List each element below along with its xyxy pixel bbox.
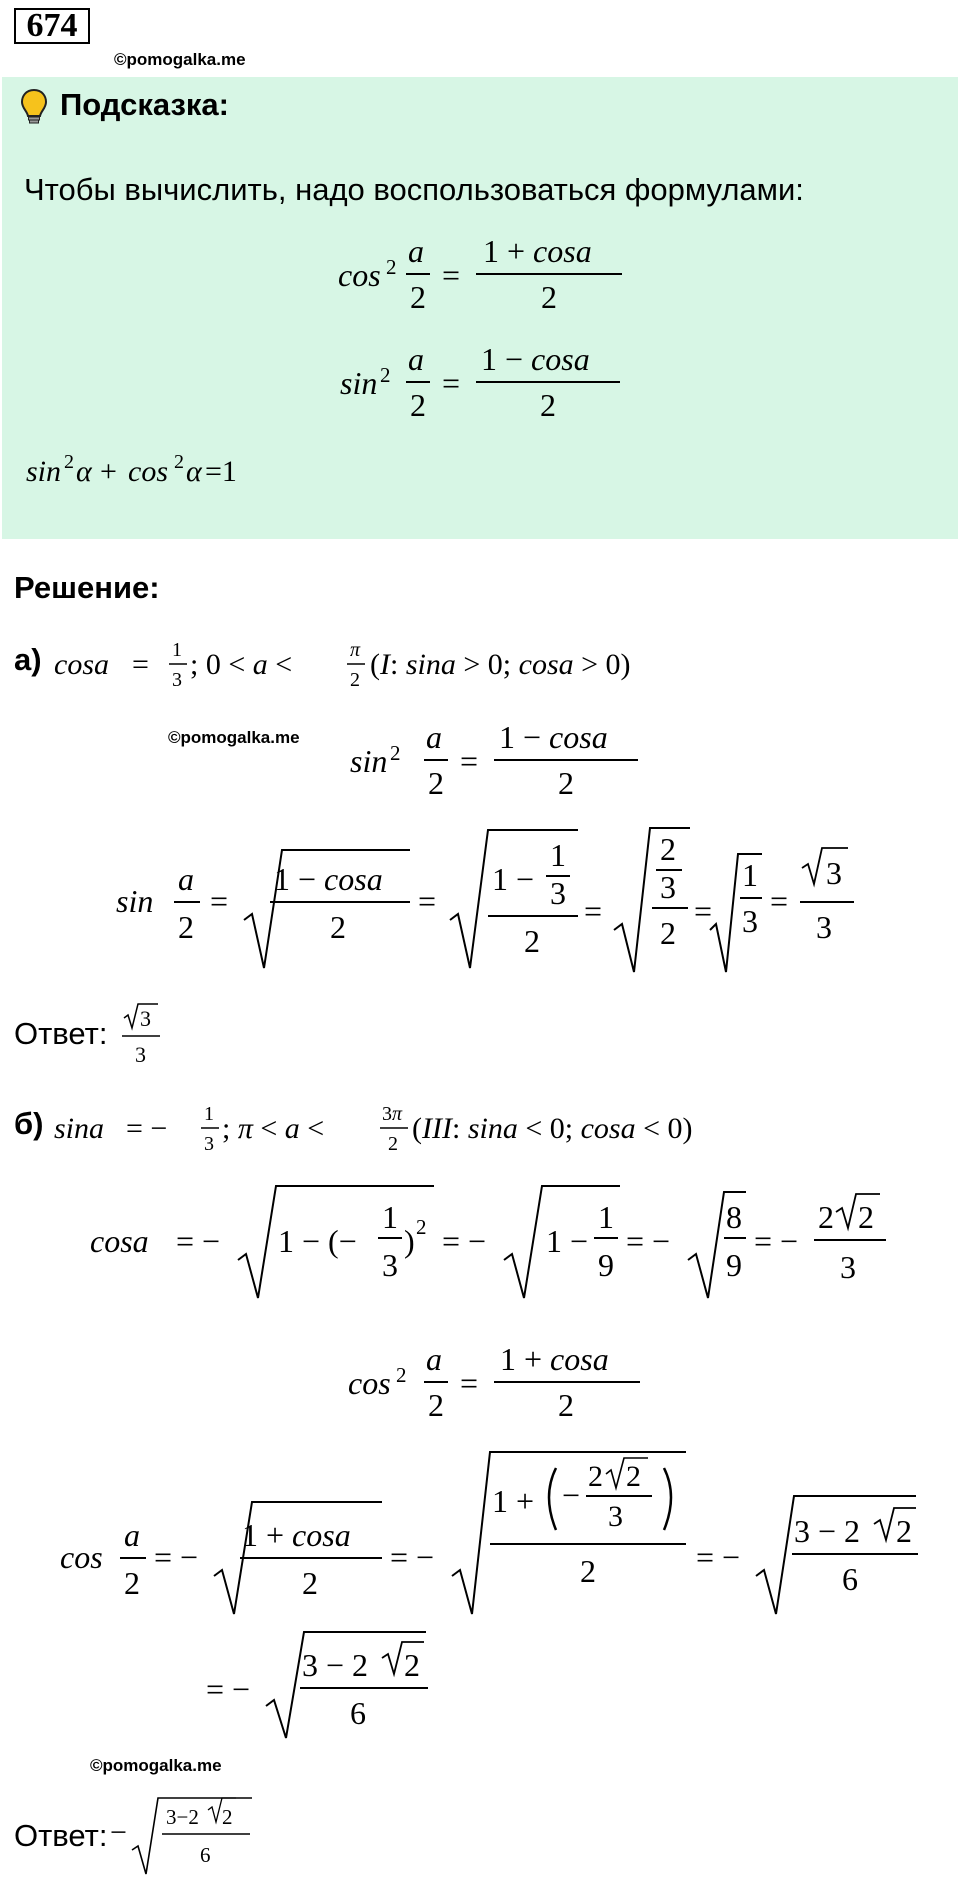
svg-text:1: 1 xyxy=(550,837,566,873)
svg-text:=: = xyxy=(210,883,229,919)
svg-text:1 − cosa: 1 − cosa xyxy=(274,861,383,897)
svg-text:2: 2 xyxy=(410,279,426,315)
svg-text:2: 2 xyxy=(428,1387,444,1423)
svg-text:2: 2 xyxy=(222,1805,233,1829)
svg-text:2: 2 xyxy=(524,923,540,959)
svg-text:sin: sin xyxy=(116,883,154,919)
svg-text:α: α xyxy=(186,455,202,488)
part-a-answer-label: Ответ: xyxy=(14,1016,108,1051)
svg-text:2: 2 xyxy=(588,1460,603,1493)
svg-text:=: = xyxy=(418,883,437,919)
svg-text:6: 6 xyxy=(200,1843,211,1867)
svg-text:=: = xyxy=(584,893,603,929)
svg-text:1 − (−: 1 − (− xyxy=(278,1223,357,1259)
svg-text:a: a xyxy=(426,1341,442,1377)
svg-text:−: − xyxy=(110,1816,127,1849)
svg-text:(I: sina > 0; cosa > 0): (I: sina > 0; cosa > 0) xyxy=(370,648,631,681)
task-number: 674 xyxy=(14,8,90,44)
svg-text:sin: sin xyxy=(350,743,388,779)
svg-text:1: 1 xyxy=(598,1199,614,1235)
svg-text:2: 2 xyxy=(660,831,676,867)
svg-text:2: 2 xyxy=(404,1647,420,1683)
svg-text:2: 2 xyxy=(410,387,426,423)
svg-text:1: 1 xyxy=(382,1199,398,1235)
part-b-label: б) xyxy=(14,1106,44,1141)
svg-text:3: 3 xyxy=(382,1247,398,1283)
part-b-condition xyxy=(50,1092,830,1164)
svg-text:1 − cosa: 1 − cosa xyxy=(499,719,608,755)
svg-text:2: 2 xyxy=(416,1215,427,1239)
svg-text:; 0 < a <: ; 0 < a < xyxy=(190,648,293,681)
svg-text:= −: = − xyxy=(176,1223,221,1259)
svg-text:=1: =1 xyxy=(205,455,237,488)
svg-text:=: = xyxy=(132,648,149,681)
svg-text:6: 6 xyxy=(842,1561,858,1597)
svg-text:2: 2 xyxy=(380,363,391,387)
svg-text:3: 3 xyxy=(140,1006,151,1031)
svg-text:1 + cosa: 1 + cosa xyxy=(483,233,592,269)
svg-text:1 + cosa: 1 + cosa xyxy=(242,1517,351,1553)
svg-text:9: 9 xyxy=(726,1247,742,1283)
svg-text:2: 2 xyxy=(330,909,346,945)
svg-text:3 − 2: 3 − 2 xyxy=(302,1647,369,1683)
part-a-label: а) xyxy=(14,642,42,677)
svg-text:2: 2 xyxy=(396,1363,407,1387)
svg-text:cos: cos xyxy=(60,1539,103,1575)
svg-text:1: 1 xyxy=(172,639,182,661)
svg-text:= −: = − xyxy=(390,1539,435,1575)
svg-text:3: 3 xyxy=(826,855,842,891)
svg-text:2: 2 xyxy=(580,1553,596,1589)
solution-title: Решение: xyxy=(14,570,160,605)
svg-text:cosa: cosa xyxy=(90,1223,149,1259)
svg-text:a: a xyxy=(408,341,424,377)
svg-text:9: 9 xyxy=(598,1247,614,1283)
watermark: ©pomogalka.me xyxy=(114,50,246,69)
svg-text:α: α xyxy=(76,455,92,488)
svg-text:3: 3 xyxy=(742,903,758,939)
svg-text:=: = xyxy=(694,893,713,929)
lightbulb-icon xyxy=(20,88,48,126)
svg-text:3−2: 3−2 xyxy=(166,1805,199,1829)
svg-text:2: 2 xyxy=(64,451,74,473)
part-b-answer-label: Ответ: xyxy=(14,1818,108,1853)
svg-text:2: 2 xyxy=(174,451,184,473)
svg-text:3π: 3π xyxy=(382,1103,403,1125)
svg-text:1 − cosa: 1 − cosa xyxy=(481,341,590,377)
svg-text:2: 2 xyxy=(388,1133,398,1155)
part-a-formula xyxy=(340,714,640,806)
svg-text:1: 1 xyxy=(742,857,758,893)
svg-text:2: 2 xyxy=(818,1199,834,1235)
svg-text:=: = xyxy=(442,257,461,293)
svg-text:=: = xyxy=(460,1365,479,1401)
part-b-formula xyxy=(340,1336,640,1428)
hint-identity xyxy=(24,448,304,494)
svg-text:): ) xyxy=(404,1223,415,1259)
svg-text:=: = xyxy=(460,743,479,779)
svg-text:2: 2 xyxy=(660,915,676,951)
svg-text:= −: = − xyxy=(206,1671,251,1707)
svg-text:2: 2 xyxy=(428,765,444,801)
part-b-computation-continued xyxy=(200,1628,440,1740)
svg-text:2: 2 xyxy=(541,279,557,315)
part-b-cos-computation xyxy=(90,1182,910,1302)
svg-text:=: = xyxy=(442,365,461,401)
svg-text:cos: cos xyxy=(338,257,381,293)
svg-text:3: 3 xyxy=(816,909,832,945)
part-b-answer xyxy=(110,1790,260,1876)
svg-text:= −: = − xyxy=(126,1112,168,1145)
svg-text:2: 2 xyxy=(302,1565,318,1601)
svg-text:1: 1 xyxy=(204,1103,214,1125)
svg-text:π: π xyxy=(350,639,361,661)
svg-text:2: 2 xyxy=(540,387,556,423)
svg-text:a: a xyxy=(408,233,424,269)
hint-text: Чтобы вычислить, надо воспользоваться формулами: xyxy=(24,172,804,207)
svg-text:3: 3 xyxy=(608,1500,623,1533)
hint-formula-cos-half xyxy=(330,228,630,320)
svg-text:cos: cos xyxy=(128,455,168,488)
hint-formula-sin-half xyxy=(330,336,630,428)
svg-text:+: + xyxy=(100,455,117,488)
svg-text:sina: sina xyxy=(54,1112,105,1145)
svg-text:8: 8 xyxy=(726,1199,742,1235)
svg-text:2: 2 xyxy=(896,1513,912,1549)
svg-text:(III: sina < 0; cosa < 0): (III: sina < 0; cosa < 0) xyxy=(412,1112,693,1145)
part-a-answer xyxy=(118,998,168,1070)
svg-text:6: 6 xyxy=(350,1695,366,1731)
svg-text:3: 3 xyxy=(840,1249,856,1285)
svg-text:1 +: 1 + xyxy=(492,1483,535,1519)
svg-text:sin: sin xyxy=(26,455,62,488)
svg-text:a: a xyxy=(426,719,442,755)
svg-text:= −: = − xyxy=(442,1223,487,1259)
svg-text:2: 2 xyxy=(858,1199,874,1235)
svg-text:2: 2 xyxy=(390,741,401,765)
part-a-condition xyxy=(50,628,750,698)
svg-text:2: 2 xyxy=(124,1565,140,1601)
svg-text:sin: sin xyxy=(340,365,378,401)
svg-text:2: 2 xyxy=(558,765,574,801)
svg-text:2: 2 xyxy=(178,909,194,945)
hint-title: Подсказка: xyxy=(60,87,229,122)
svg-text:1 −: 1 − xyxy=(492,861,535,897)
svg-text:a: a xyxy=(178,861,194,897)
svg-text:−: − xyxy=(562,1477,581,1513)
svg-text:3: 3 xyxy=(135,1042,146,1067)
watermark-3: ©pomogalka.me xyxy=(90,1756,222,1775)
svg-text:1 + cosa: 1 + cosa xyxy=(500,1341,609,1377)
svg-text:2: 2 xyxy=(350,669,360,691)
svg-text:3: 3 xyxy=(660,869,676,905)
watermark-2: ©pomogalka.me xyxy=(168,728,300,747)
svg-text:3: 3 xyxy=(550,875,566,911)
svg-text:cosa: cosa xyxy=(54,648,109,681)
svg-text:2: 2 xyxy=(558,1387,574,1423)
svg-text:3: 3 xyxy=(204,1133,214,1155)
svg-text:= −: = − xyxy=(754,1223,799,1259)
svg-text:a: a xyxy=(124,1517,140,1553)
svg-text:1 −: 1 − xyxy=(546,1223,589,1259)
svg-text:= −: = − xyxy=(626,1223,671,1259)
svg-text:2: 2 xyxy=(626,1460,641,1493)
svg-text:2: 2 xyxy=(386,255,397,279)
svg-text:= −: = − xyxy=(154,1539,199,1575)
svg-text:3 − 2: 3 − 2 xyxy=(794,1513,861,1549)
svg-text:= −: = − xyxy=(696,1539,741,1575)
part-b-computation xyxy=(56,1448,936,1618)
svg-text:3: 3 xyxy=(172,669,182,691)
svg-text:cos: cos xyxy=(348,1365,391,1401)
svg-text:; π < a <: ; π < a < xyxy=(222,1112,325,1145)
svg-text:=: = xyxy=(770,883,789,919)
part-a-computation xyxy=(110,820,870,980)
